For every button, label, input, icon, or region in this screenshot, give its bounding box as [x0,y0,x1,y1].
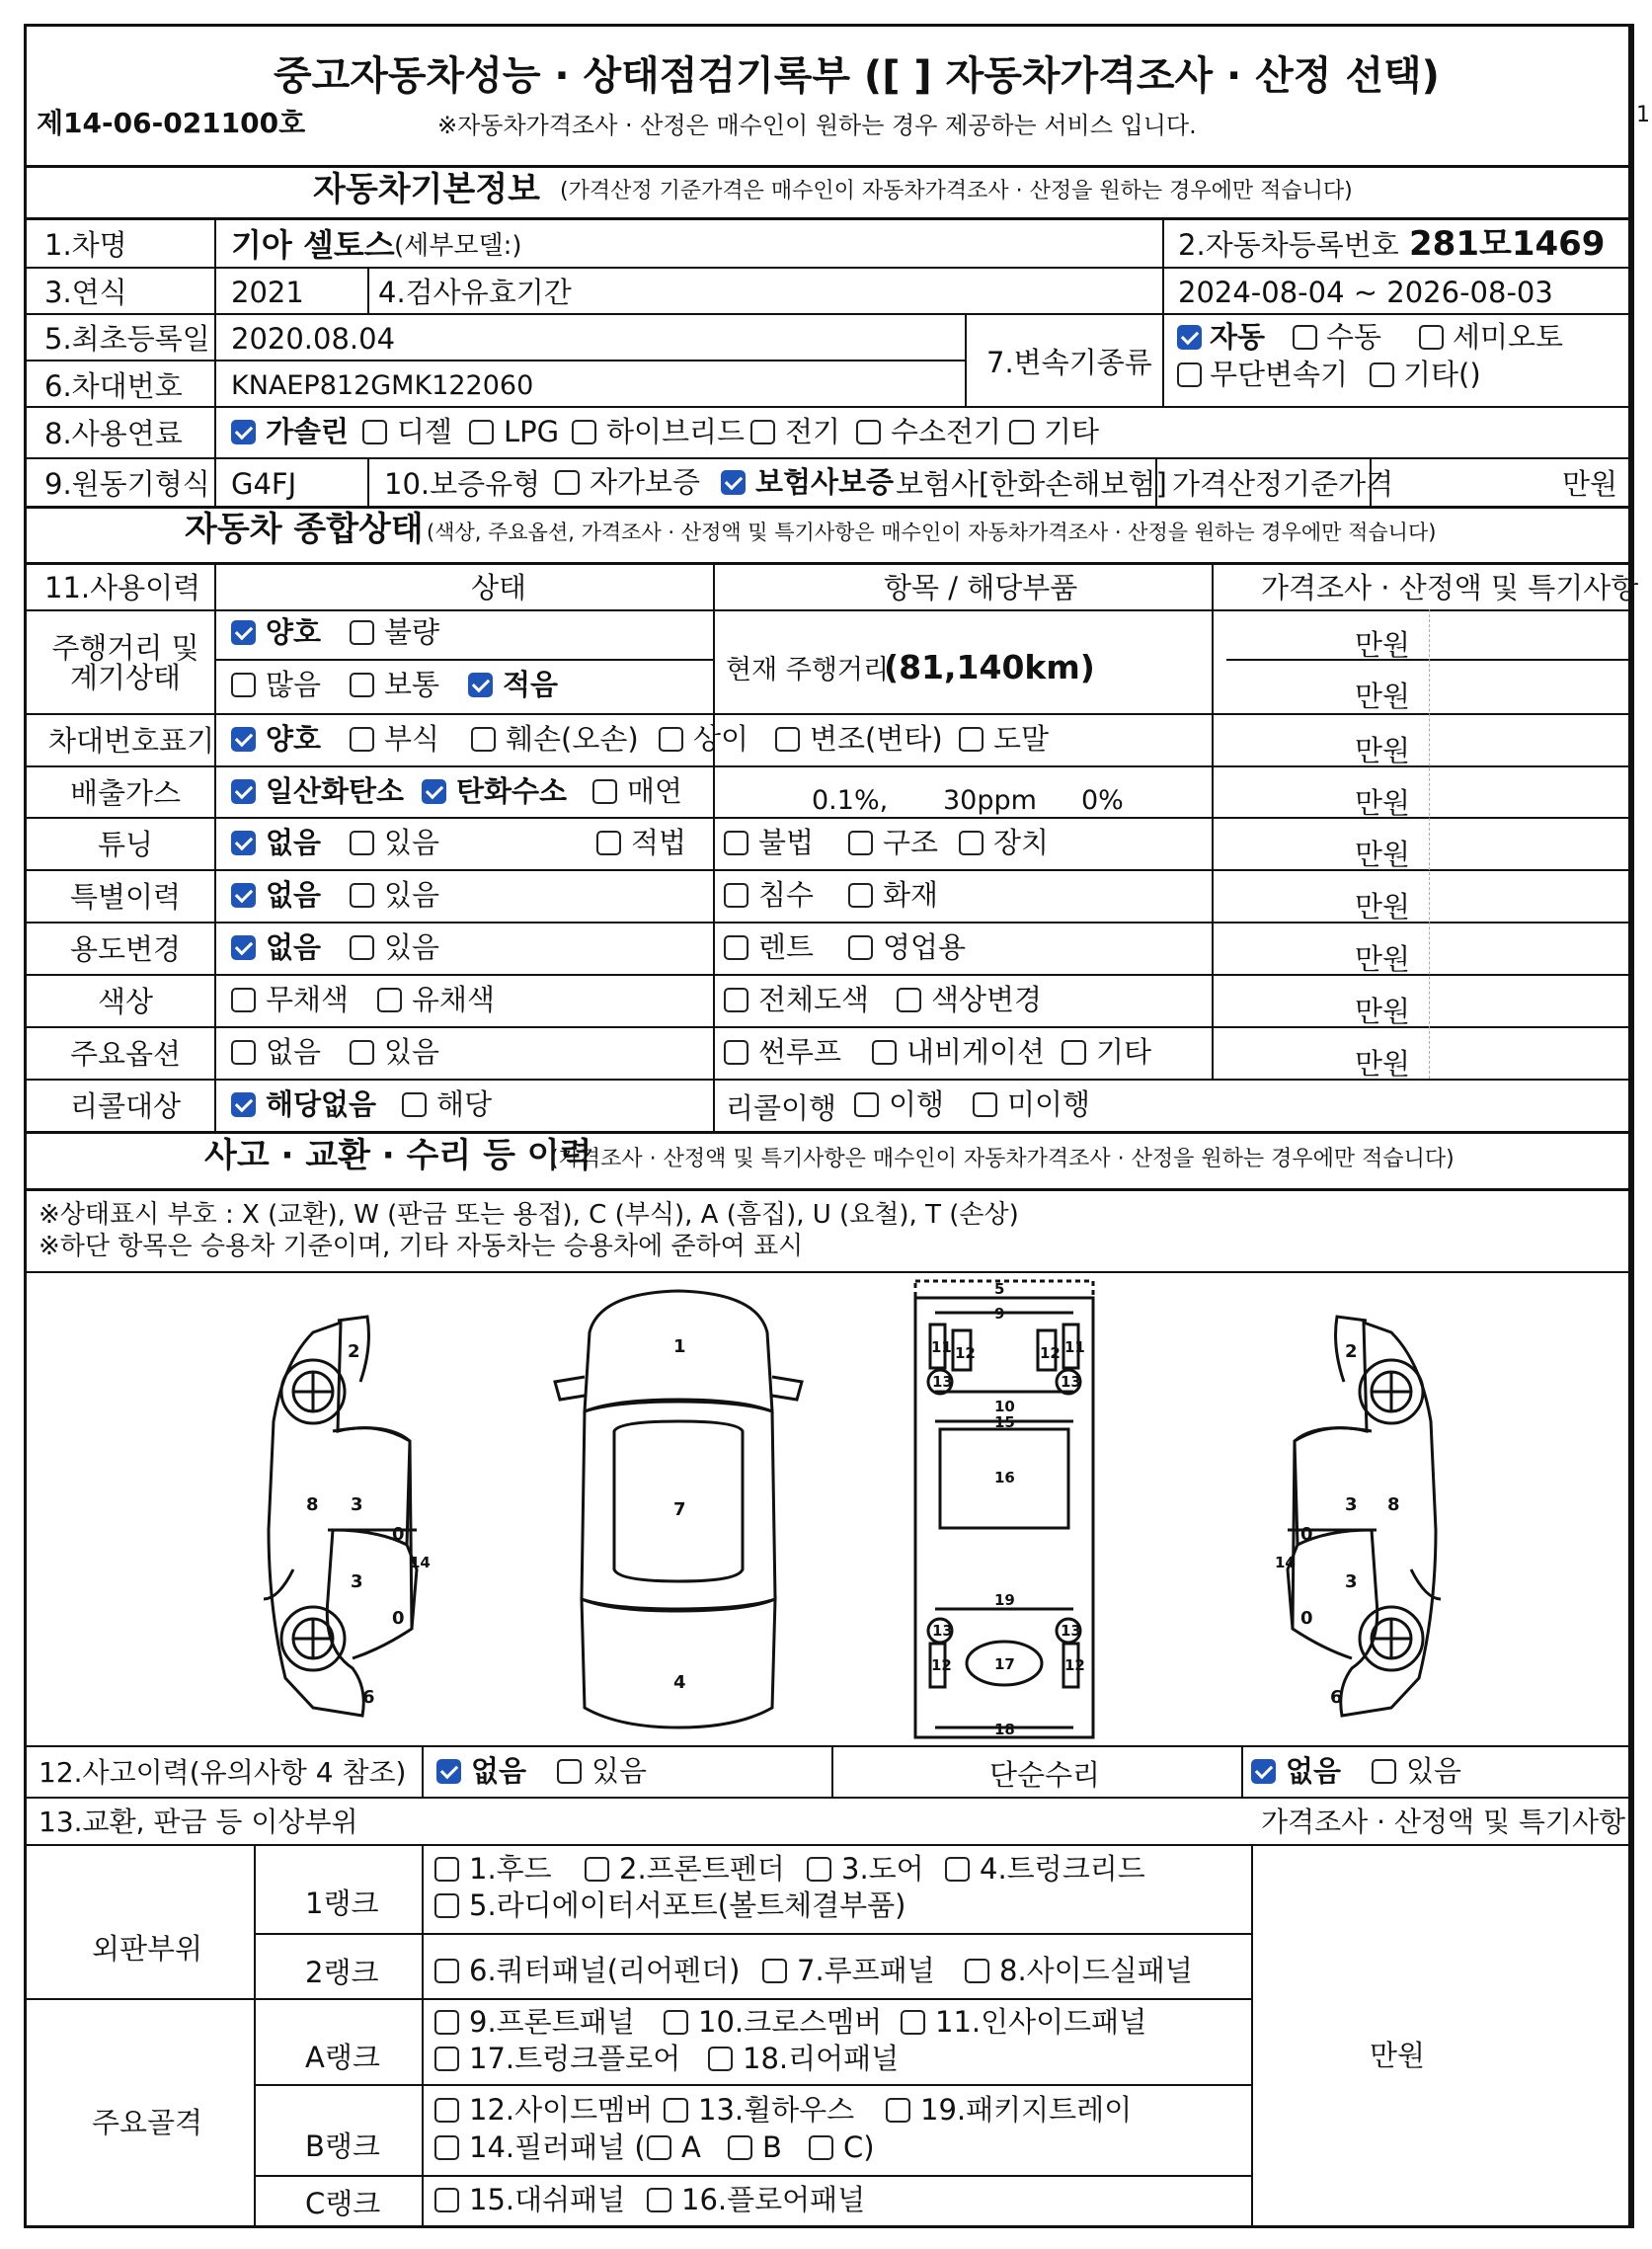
usage-rent-checkbox[interactable] [724,935,748,960]
fuel-gasoline-checkbox[interactable] [231,420,256,444]
status-legend: ※상태표시 부호 : X (교환), W (판금 또는 용접), C (부식), A (흠집), U (요철), T (손상) [39,1200,1019,1230]
fuel-hydrogen-checkbox[interactable] [856,420,881,444]
overall-status-header: 자동차 종합상태 [185,510,424,549]
damaged-price-col: 가격조사 · 산정액 및 특기사항 [1261,1806,1626,1838]
dash-panel-label: 15.대쉬패널 [469,2183,626,2216]
reg-number-label: 2.자동차등록번호 [1178,228,1399,262]
radiator-support-label: 5.라디에이터서포트(볼트체결부품) [469,1888,906,1922]
left-num-8: 8 [306,1494,319,1515]
color-change-label: 색상변경 [931,983,1043,1016]
standard-note: ※하단 항목은 승용차 기준이며, 기타 자동차는 승용차에 준하여 표시 [39,1232,804,1261]
special-flood-label: 침수 [758,878,815,912]
document-number: 제14-06-021100호 [37,107,306,139]
tuning-illegal-label: 불법 [758,826,815,859]
item-part-col: 항목 / 해당부품 [884,571,1078,604]
accident-yes-checkbox[interactable] [557,1759,582,1784]
overall-status-note: (색상, 주요옵션, 가격조사 · 산정액 및 특기사항은 매수인이 자동차가격조사 · 산정을 원하는 경우에만 적습니다) [427,521,1437,544]
right-num-0b: 0 [1300,1608,1313,1629]
color-full-paint-label: 전체도색 [758,983,870,1016]
tuning-yes-label: 있음 [384,826,440,859]
under-num-12b: 12 [1040,1344,1061,1362]
emission-co-checkbox[interactable] [231,779,256,804]
vinmark-good-label: 양호 [266,722,322,756]
base-price-unit: 만원 [1562,467,1618,501]
pillar-b-checkbox[interactable] [728,2135,752,2160]
tuning-label: 튜닝 [98,828,154,861]
cross-member-checkbox[interactable] [664,2010,688,2035]
first-reg-label: 5.최초등록일 [44,322,210,356]
usage-business-checkbox[interactable] [848,935,873,960]
fuel-label: 8.사용연료 [44,417,183,450]
radiator-support-checkbox[interactable] [434,1893,459,1918]
color-full-paint-checkbox[interactable] [724,988,748,1012]
year-value: 2021 [231,276,304,309]
under-num-13d: 13 [1061,1622,1081,1640]
warranty-insurer-label: 보험사보증 [755,465,895,499]
damaged-parts-label: 13.교환, 판금 등 이상부위 [39,1806,358,1838]
tuning-none-checkbox[interactable] [231,831,256,855]
trans-cvt-label: 무단변속기 [1210,358,1349,391]
option-navigation-checkbox[interactable] [872,1040,897,1065]
vehicle-parts-diagram [27,1273,1628,1745]
mileage-bad-label: 불량 [384,615,440,649]
usage-rent-label: 렌트 [758,930,815,964]
rankA-label: A랭크 [305,2041,380,2074]
roof-panel-checkbox[interactable] [762,1959,787,1983]
right-num-2: 2 [1345,1341,1358,1362]
under-num-17: 17 [994,1655,1015,1673]
front-panel-label: 9.프론트패널 [469,2005,635,2039]
wheel-house-checkbox[interactable] [664,2098,688,2123]
pillar-b-label: B [762,2130,782,2164]
under-num-11b: 11 [1064,1338,1085,1356]
vinmark-smeared-label: 도말 [993,722,1050,756]
right-side-view [1288,1317,1441,1716]
emission-smoke-value: 0% [1081,785,1124,816]
pillar-a-label: A [681,2130,701,2164]
warranty-insurer-checkbox[interactable] [721,470,746,495]
option-none-checkbox[interactable] [231,1040,256,1065]
recall-label: 리콜대상 [70,1089,182,1123]
recall-yes-label: 해당 [436,1087,493,1121]
under-num-10: 10 [994,1398,1015,1415]
current-mileage-value: (81,140km) [884,648,1095,686]
status-col: 상태 [471,571,527,604]
rankB-label: B랭크 [305,2129,380,2163]
fuel-gasoline-label: 가솔린 [266,415,350,448]
tuning-none-label: 없음 [266,826,322,859]
mileage-good-label: 양호 [266,615,322,649]
base-price-label: 가격산정기준가격 [1172,467,1394,501]
usage-none-label: 없음 [266,930,322,964]
transmission-label: 7.변속기종류 [986,346,1152,379]
pillar-panel-checkbox[interactable] [434,2135,459,2160]
mileage-price-unit-2: 만원 [1355,680,1411,713]
accident-yes-label: 있음 [591,1754,648,1788]
emission-hc-label: 탄화수소 [456,774,568,808]
mileage-low-label: 적음 [503,668,559,701]
accident-none-label: 없음 [471,1754,527,1788]
color-label: 색상 [98,985,154,1018]
wheel-house-label: 13.휠하우스 [698,2093,855,2127]
usage-yes-checkbox[interactable] [350,935,374,960]
right-num-3b: 3 [1345,1571,1358,1592]
pillar-panel-label: 14.필러패널 ( [469,2130,646,2164]
under-num-12a: 12 [955,1344,976,1362]
recall-done-label: 리콜이행 [726,1091,837,1125]
recall-none-label: 해당없음 [266,1087,377,1121]
roof-panel-label: 7.루프패널 [797,1954,935,1987]
inspection-period-label: 4.검사유효기간 [378,276,572,309]
tuning-legal-checkbox[interactable] [596,831,621,855]
under-num-11a: 11 [931,1338,952,1356]
special-fire-label: 화재 [883,878,939,912]
under-num-13b: 13 [1061,1373,1081,1391]
left-num-2: 2 [348,1341,360,1362]
mileage-price-unit-1: 만원 [1355,628,1411,662]
vinmark-mismatch-label: 상이 [693,722,749,756]
fuel-electric-checkbox[interactable] [750,420,775,444]
vin-marking-label: 차대번호표기 [48,724,215,758]
simple-repair-label: 단순수리 [989,1758,1101,1792]
option-yes-label: 있음 [384,1035,440,1069]
front-fender-label: 2.프론트펜더 [619,1852,785,1886]
usage-none-checkbox[interactable] [231,935,256,960]
vin-label: 6.차대번호 [44,369,183,403]
mileage-normal-checkbox[interactable] [350,673,374,697]
usage-yes-label: 있음 [384,930,440,964]
recall-done-checkbox[interactable] [854,1092,879,1117]
trunk-lid-checkbox[interactable] [945,1857,970,1882]
trunk-lid-label: 4.트렁크리드 [980,1852,1145,1886]
basic-info-note: (가격산정 기준가격은 매수인이 자동차가격조사 · 산정을 원하는 경우에만 적습니다) [560,179,1353,203]
main-options-label: 주요옵션 [70,1037,182,1071]
option-other-label: 기타 [1096,1035,1152,1069]
reg-number-value: 281모1469 [1409,224,1606,264]
vinmark-altered-label: 변조(변타) [810,722,943,756]
cross-member-label: 10.크로스멤버 [698,2005,883,2039]
pillar-c-label: C) [843,2130,875,2164]
insurer-name: 보험사[한화손해보험] [896,467,1167,501]
vinmark-corrosion-label: 부식 [384,722,440,756]
under-num-13c: 13 [932,1622,953,1640]
recall-notdone-checkbox[interactable] [973,1092,997,1117]
mileage-low-checkbox[interactable] [468,673,493,697]
under-num-12d: 12 [1064,1656,1085,1674]
package-tray-checkbox[interactable] [886,2098,910,2123]
mileage-high-checkbox[interactable] [231,673,256,697]
under-num-15: 15 [994,1413,1015,1431]
left-side-view [264,1317,417,1716]
rank1-label: 1랭크 [305,1887,379,1920]
tuning-legal-label: 적법 [631,826,687,859]
color-change-checkbox[interactable] [897,988,921,1012]
trans-cvt-checkbox[interactable] [1177,362,1202,387]
first-reg-value: 2020.08.04 [231,322,396,356]
left-num-0a: 0 [392,1524,405,1545]
vinmark-good-checkbox[interactable] [231,727,256,752]
door-label: 3.도어 [841,1852,924,1886]
side-member-label: 12.사이드멤버 [469,2093,654,2127]
right-num-3a: 3 [1345,1494,1358,1515]
tuning-illegal-checkbox[interactable] [724,831,748,855]
price-note-col: 가격조사 · 산정액 및 특기사항 [1261,571,1639,604]
hood-label: 1.후드 [469,1852,552,1886]
emission-hc-checkbox[interactable] [422,779,446,804]
vinmark-price-unit: 만원 [1355,734,1411,767]
side-member-checkbox[interactable] [434,2098,459,2123]
fuel-lpg-checkbox[interactable] [469,420,494,444]
simple-repair-none-checkbox[interactable] [1251,1759,1276,1784]
right-margin-strip [1631,24,1652,2228]
left-num-3a: 3 [351,1494,363,1515]
warranty-label: 10.보증유형 [384,467,541,501]
inspection-record-form [24,24,1639,2228]
left-num-3b: 3 [351,1571,363,1592]
option-other-checkbox[interactable] [1062,1040,1086,1065]
special-none-label: 없음 [266,878,322,912]
mileage-bad-checkbox[interactable] [350,620,374,645]
tuning-structure-label: 구조 [883,826,939,859]
color-chromatic-checkbox[interactable] [377,988,402,1012]
fuel-lpg-label: LPG [504,415,560,448]
trans-manual-checkbox[interactable] [1293,325,1317,350]
special-flood-checkbox[interactable] [724,883,748,908]
basic-info-header: 자동차기본정보 [313,170,540,209]
option-yes-checkbox[interactable] [350,1040,374,1065]
color-achromatic-label: 무채색 [266,983,350,1016]
under-num-12c: 12 [931,1656,952,1674]
car-name-label: 1.차명 [44,228,127,262]
top-num-4: 4 [673,1672,686,1693]
left-num-6: 6 [362,1687,375,1708]
front-fender-checkbox[interactable] [585,1857,609,1882]
current-mileage-text: 현재 주행거리 [726,655,890,685]
vinmark-mismatch-checkbox[interactable] [659,727,683,752]
inside-panel-checkbox[interactable] [901,2010,925,2035]
option-navigation-label: 내비게이션 [906,1035,1046,1069]
package-tray-label: 19.패키지트레이 [920,2093,1133,2127]
vinmark-corrosion-checkbox[interactable] [350,727,374,752]
mileage-normal-label: 보통 [384,668,440,701]
side-page-number: 1 [1636,103,1650,127]
outer-panel-label: 외판부위 [92,1932,203,1966]
recall-notdone-opt: 미이행 [1007,1087,1091,1121]
trans-other-label: 기타() [1403,358,1481,391]
simple-repair-yes-checkbox[interactable] [1372,1759,1396,1784]
fuel-diesel-label: 디젤 [397,415,453,448]
accident-note: (가격조사 · 산정액 및 특기사항은 매수인이 자동차가격조사 · 산정을 원하는 경우에만 적습니다) [550,1147,1455,1171]
simple-repair-yes-label: 있음 [1406,1754,1462,1788]
usage-price-unit: 만원 [1355,942,1411,976]
tuning-device-label: 장치 [993,826,1050,859]
fuel-hybrid-label: 하이브리드 [606,415,746,448]
right-num-14: 14 [1275,1554,1296,1571]
under-num-19: 19 [994,1591,1015,1609]
trans-semi-checkbox[interactable] [1419,325,1444,350]
mileage-high-label: 많음 [266,668,322,701]
color-achromatic-checkbox[interactable] [231,988,256,1012]
side-sill-checkbox[interactable] [965,1959,989,1983]
fuel-diesel-checkbox[interactable] [362,420,387,444]
tuning-device-checkbox[interactable] [959,831,983,855]
fuel-electric-label: 전기 [785,415,841,448]
emission-co-label: 일산화탄소 [266,774,405,808]
right-num-6: 6 [1330,1687,1343,1708]
trans-manual-label: 수동 [1326,320,1382,354]
tuning-yes-checkbox[interactable] [350,831,374,855]
accident-history-label: 12.사고이력(유의사항 4 참조) [39,1756,407,1789]
frame-price-unit: 만원 [1370,2039,1426,2072]
engine-label: 9.원동기형식 [44,467,210,501]
emission-price-unit: 만원 [1355,786,1411,820]
floor-panel-checkbox[interactable] [647,2188,671,2212]
trunk-floor-checkbox[interactable] [434,2047,459,2071]
hood-checkbox[interactable] [434,1857,459,1882]
mileage-label: 주행거리 및 계기상태 [51,631,199,695]
tuning-structure-checkbox[interactable] [848,831,873,855]
trans-auto-checkbox[interactable] [1177,325,1202,350]
warranty-self-checkbox[interactable] [555,470,580,495]
document-title: 중고자동차성능 · 상태점검기록부 ([ ] 자동차가격조사 · 산정 선택) [274,53,1440,99]
under-num-9: 9 [994,1305,1005,1323]
emission-label: 배출가스 [70,776,182,810]
option-price-unit: 만원 [1355,1047,1411,1081]
option-sunroof-checkbox[interactable] [724,1040,748,1065]
vinmark-damage-checkbox[interactable] [471,727,496,752]
special-price-unit: 만원 [1355,890,1411,924]
floor-panel-label: 16.플로어패널 [681,2183,866,2216]
fuel-hydrogen-label: 수소전기 [891,415,1002,448]
rankC-label: C랭크 [305,2187,381,2220]
vinmark-altered-checkbox[interactable] [775,727,800,752]
simple-repair-none-label: 없음 [1286,1754,1342,1788]
usage-change-label: 용도변경 [70,932,182,966]
rear-panel-label: 18.리어패널 [743,2042,900,2075]
special-yes-checkbox[interactable] [350,883,374,908]
fuel-other-checkbox[interactable] [1009,420,1034,444]
left-num-14: 14 [410,1554,431,1571]
vinmark-smeared-checkbox[interactable] [959,727,983,752]
under-num-18: 18 [994,1721,1015,1738]
special-history-label: 특별이력 [70,880,182,914]
fuel-hybrid-checkbox[interactable] [572,420,596,444]
pillar-c-checkbox[interactable] [809,2135,833,2160]
trans-semi-label: 세미오토 [1453,320,1564,354]
right-num-0a: 0 [1300,1524,1313,1545]
vinmark-damage-label: 훼손(오손) [506,722,639,756]
trunk-floor-label: 17.트렁크플로어 [469,2042,681,2075]
under-num-13a: 13 [932,1373,953,1391]
year-label: 3.연식 [44,276,127,309]
quarter-panel-checkbox[interactable] [434,1959,459,1983]
vin-value: KNAEP812GMK122060 [231,370,534,401]
recall-none-checkbox[interactable] [231,1092,256,1117]
emission-smoke-label: 매연 [627,774,683,808]
service-note: ※자동차가격조사 · 산정은 매수인이 원하는 경우 제공하는 서비스 입니다. [437,112,1197,139]
left-num-0b: 0 [392,1608,405,1629]
mileage-good-checkbox[interactable] [231,620,256,645]
dash-panel-checkbox[interactable] [434,2188,459,2212]
warranty-self-label: 자가보증 [590,465,701,499]
side-sill-label: 8.사이드실패널 [999,1954,1193,1987]
color-chromatic-label: 유채색 [412,983,496,1016]
under-num-5: 5 [994,1280,1005,1298]
special-none-checkbox[interactable] [231,883,256,908]
top-num-1: 1 [673,1336,686,1357]
car-name-value: 기아 셀토스 [231,226,395,264]
recall-done-opt: 이행 [889,1087,945,1121]
color-price-unit: 만원 [1355,995,1411,1028]
accident-header: 사고 · 교환 · 수리 등 이력 [204,1136,592,1175]
recall-yes-checkbox[interactable] [402,1092,427,1117]
option-none-label: 없음 [266,1035,322,1069]
tuning-price-unit: 만원 [1355,838,1411,871]
top-num-7: 7 [673,1499,686,1520]
inside-panel-label: 11.인사이드패널 [935,2005,1147,2039]
special-yes-label: 있음 [384,878,440,912]
accident-none-checkbox[interactable] [436,1759,461,1784]
engine-value: G4FJ [231,467,297,501]
front-panel-checkbox[interactable] [434,2010,459,2035]
quarter-panel-label: 6.쿼터패널(리어펜더) [469,1954,741,1987]
emission-smoke-checkbox[interactable] [592,779,617,804]
special-fire-checkbox[interactable] [848,883,873,908]
rear-panel-checkbox[interactable] [708,2047,733,2071]
right-num-8: 8 [1387,1494,1400,1515]
under-num-16: 16 [994,1469,1015,1486]
main-frame-label: 주요골격 [92,2106,203,2139]
trans-other-checkbox[interactable] [1370,362,1394,387]
door-checkbox[interactable] [807,1857,831,1882]
usage-business-label: 영업용 [883,930,967,964]
trans-auto-label: 자동 [1210,320,1266,354]
fuel-other-label: 기타 [1044,415,1100,448]
rank2-label: 2랭크 [305,1956,379,1989]
emission-hc-value: 30ppm [943,785,1037,816]
pillar-a-checkbox[interactable] [647,2135,671,2160]
option-sunroof-label: 썬루프 [758,1035,842,1069]
emission-co-value: 0.1%, [812,785,889,816]
car-submodel: (세부모델:) [394,231,522,261]
inspection-period-value: 2024-08-04 ~ 2026-08-03 [1178,276,1553,309]
usage-history-col: 11.사용이력 [44,571,201,604]
